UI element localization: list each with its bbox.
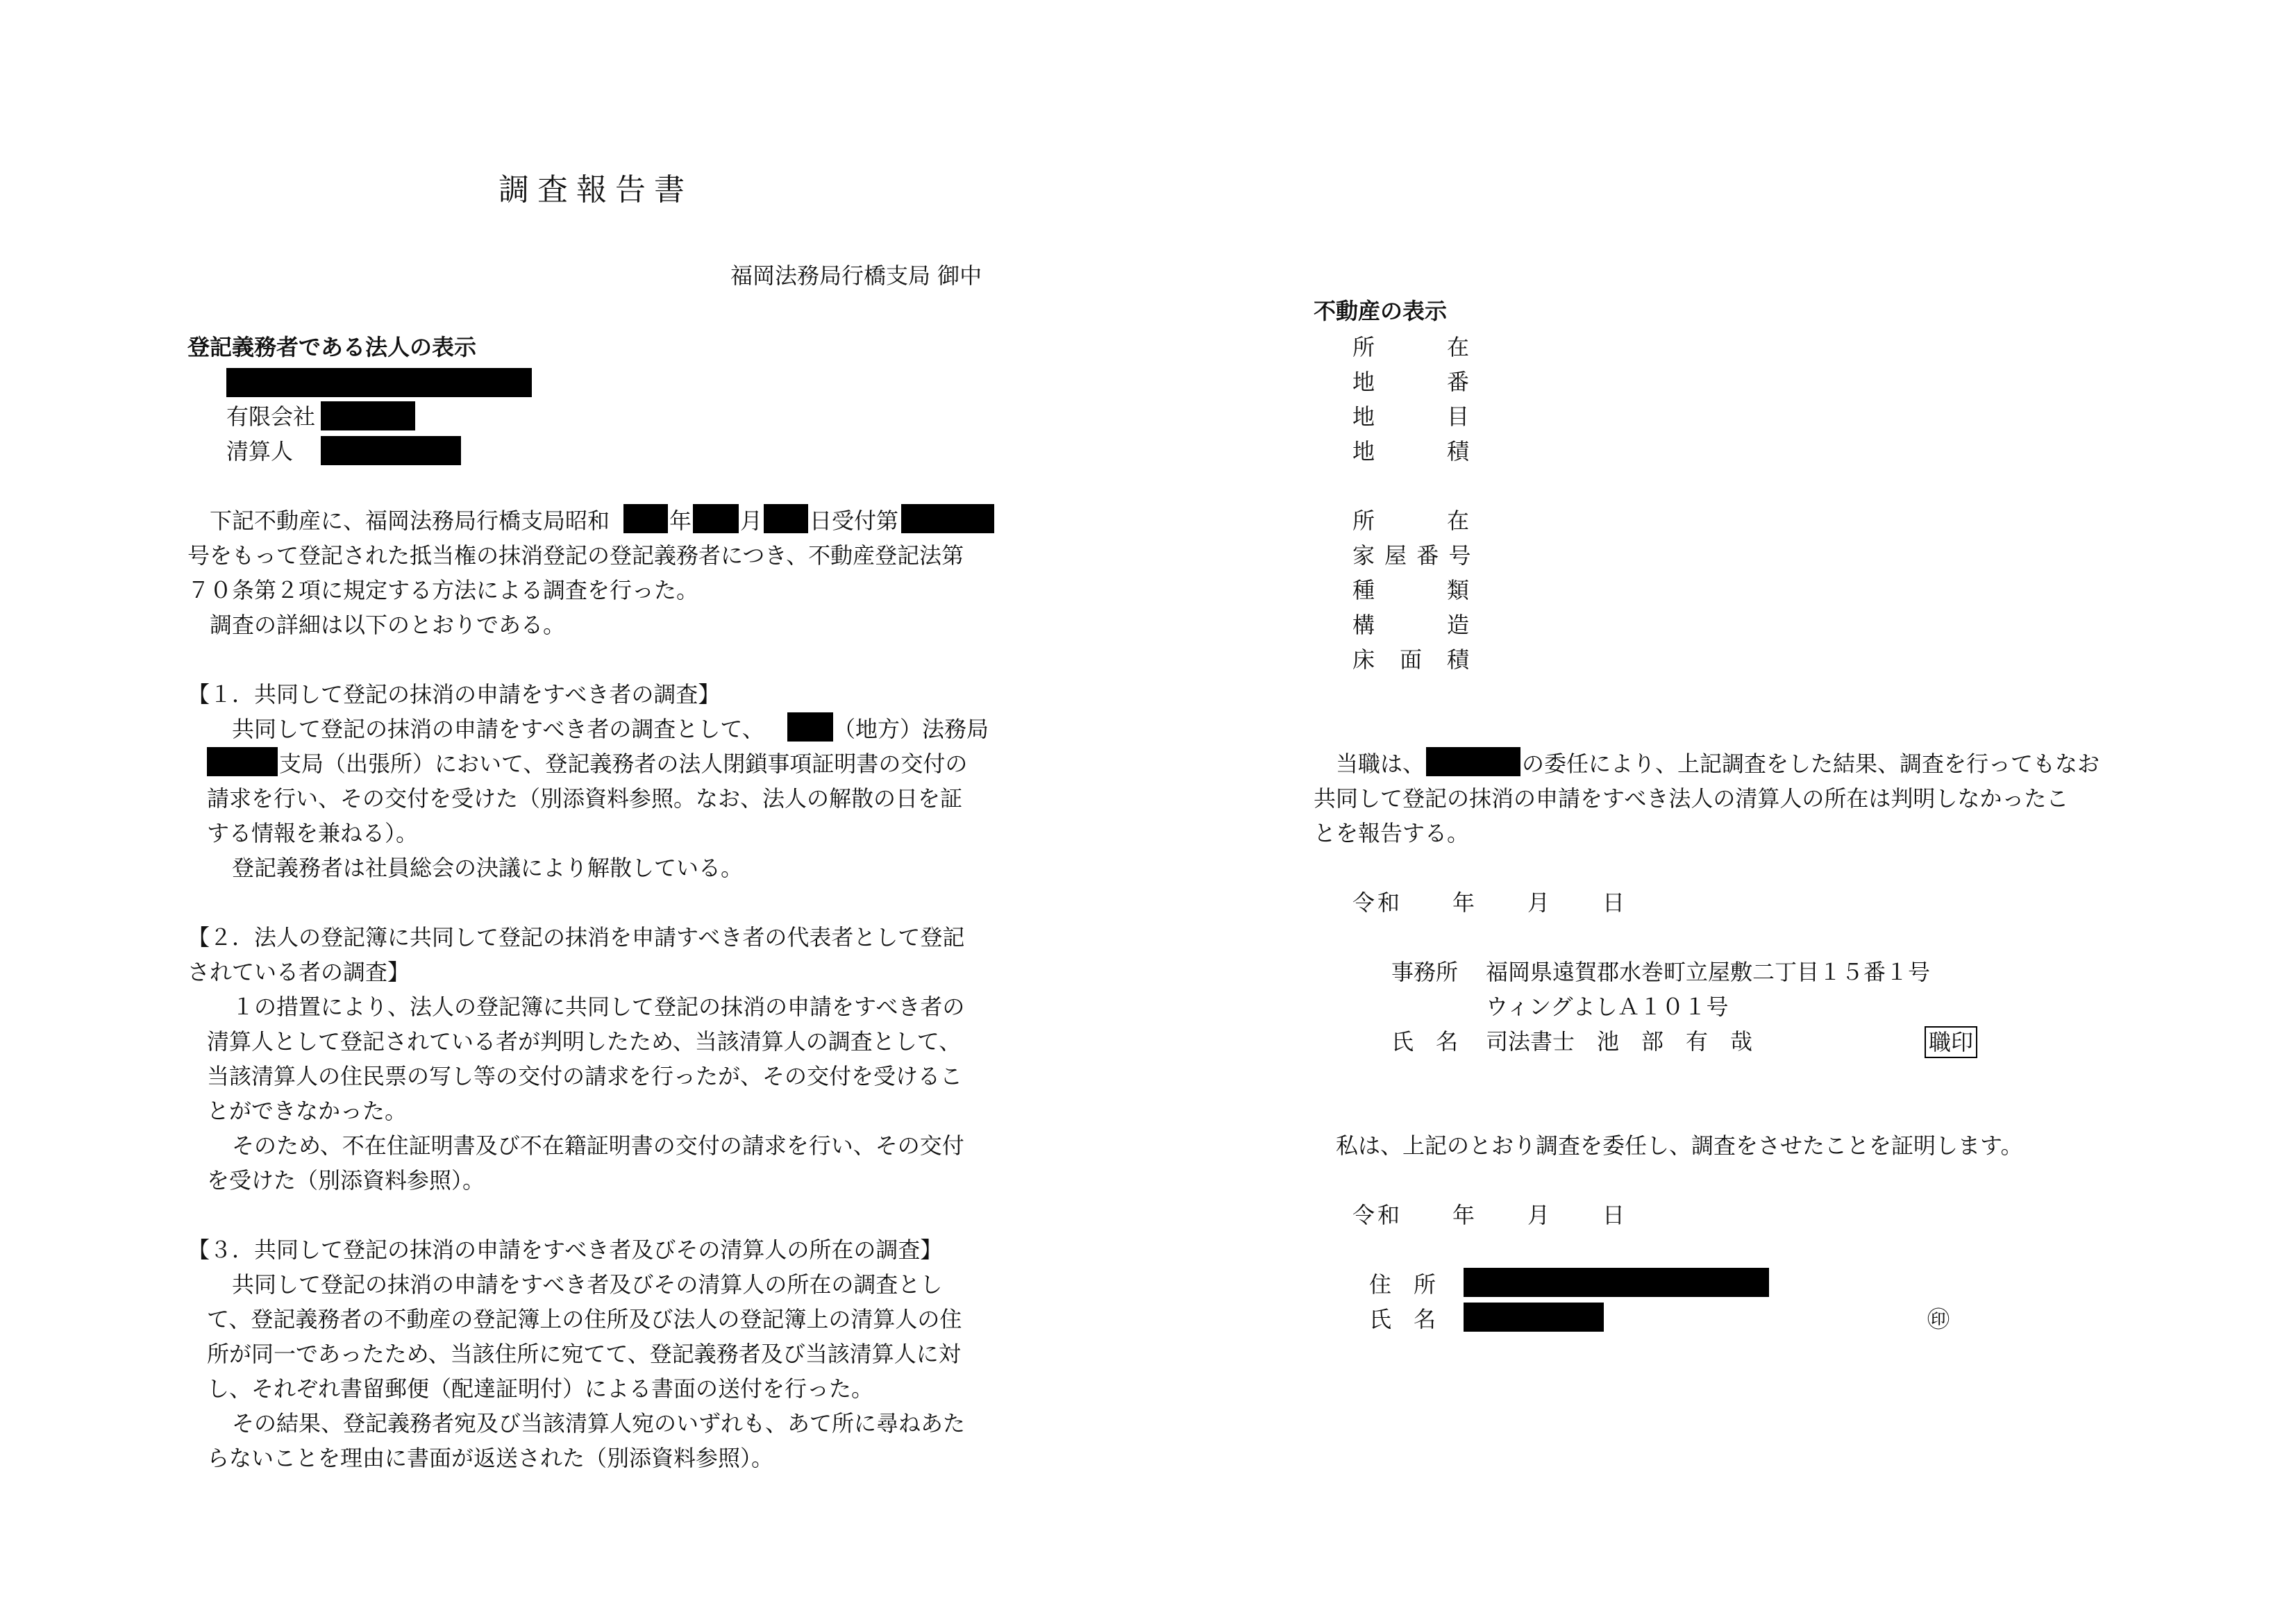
section-2-line-6: を受けた（別添資料参照）。 — [207, 1167, 485, 1194]
seal-mark: ㊞ — [1927, 1306, 1950, 1332]
redaction-client-signature-name — [1464, 1303, 1604, 1332]
redaction-month — [693, 504, 739, 533]
scrivener-name: 司法書士 池 部 有 哉 — [1486, 1028, 1753, 1055]
redaction-liquidator-name — [321, 436, 461, 465]
intro-line-1c: 月 — [740, 508, 763, 534]
redaction-client-address — [1464, 1268, 1769, 1297]
section-1-heading: 【１．共同して登記の抹消の申請をすべき者の調査】 — [187, 681, 721, 708]
section-1-line-2: 支局（出張所）において、登記義務者の法人閉鎖事項証明書の交付の — [279, 751, 968, 777]
section-2-heading-2: されている者の調査】 — [187, 959, 410, 985]
section-1-line-5: 登記義務者は社員総会の決議により解散している。 — [232, 855, 744, 881]
intro-line-2: 号をもって登記された抵当権の抹消登記の登記義務者につき、不動産登記法第 — [187, 542, 964, 569]
corp-heading: 登記義務者である法人の表示 — [187, 334, 477, 360]
redaction-branch-name — [207, 747, 278, 776]
section-3-line-4: し、それぞれ書留郵便（配達証明付）による書面の送付を行った。 — [207, 1375, 874, 1402]
section-2-line-4: とができなかった。 — [207, 1098, 408, 1124]
scrivener-name-label: 氏 名 — [1391, 1028, 1459, 1055]
redaction-receipt-number — [901, 504, 994, 533]
office-address-2: ウィングよしＡ１０１号 — [1486, 994, 1729, 1020]
building-label-house-number: 家 屋 番 号 — [1352, 542, 1473, 569]
redaction-bureau-name — [787, 712, 833, 742]
section-1-line-1a: 共同して登記の抹消の申請をすべき者の調査として、 — [232, 716, 764, 742]
land-label-category: 地 目 — [1352, 403, 1471, 430]
building-label-structure: 構 造 — [1352, 612, 1471, 638]
redaction-corp-name — [321, 401, 415, 430]
property-heading: 不動産の表示 — [1314, 298, 1448, 324]
certification-date: 令和 年 月 日 — [1352, 1202, 1628, 1228]
section-3-line-5: その結果、登記義務者宛及び当該清算人宛のいずれも、あて所に尋ねあた — [232, 1410, 966, 1437]
section-2-line-1: １の措置により、法人の登記簿に共同して登記の抹消の申請をすべき者の — [232, 994, 965, 1020]
section-3-line-2: て、登記義務者の不動産の登記簿上の住所及び法人の登記簿上の清算人の住 — [207, 1306, 962, 1332]
report-line-1b: の委任により、上記調査をした結果、調査を行ってもなお — [1522, 751, 2100, 777]
section-1-line-4: する情報を兼ねる）。 — [207, 820, 419, 846]
office-address-1: 福岡県遠賀郡水巻町立屋敷二丁目１５番１号 — [1486, 959, 1931, 985]
intro-line-3: ７０条第２項に規定する方法による調査を行った。 — [187, 577, 699, 603]
liquidator-label: 清算人 — [226, 438, 294, 464]
report-line-1a: 当職は、 — [1336, 751, 1425, 777]
section-2-line-5: そのため、不在住証明書及び不在籍証明書の交付の請求を行い、その交付 — [232, 1132, 964, 1159]
section-2-line-2: 清算人として登記されている者が判明したため、当該清算人の調査として、 — [207, 1028, 962, 1055]
section-3-line-3: 所が同一であったため、当該住所に宛てて、登記義務者及び当該清算人に対 — [207, 1341, 961, 1367]
section-3-line-6: らないことを理由に書面が返送された（別添資料参照）。 — [207, 1445, 774, 1471]
official-seal-box: 職印 — [1925, 1026, 1977, 1058]
corp-type-label: 有限会社 — [226, 403, 316, 430]
redaction-day — [764, 504, 808, 533]
redaction-corp-address — [226, 368, 532, 397]
intro-line-1b: 年 — [669, 508, 692, 534]
intro-line-4: 調査の詳細は以下のとおりである。 — [210, 612, 566, 638]
client-name-label: 氏 名 — [1369, 1306, 1436, 1332]
report-date: 令和 年 月 日 — [1352, 889, 1628, 916]
certification-text: 私は、上記のとおり調査を委任し、調査をさせたことを証明します。 — [1336, 1132, 2023, 1159]
redaction-client-name — [1426, 747, 1520, 776]
section-1-line-1b: （地方）法務局 — [833, 716, 989, 742]
section-2-line-3: 当該清算人の住民票の写し等の交付の請求を行ったが、その交付を受けるこ — [207, 1063, 963, 1089]
redaction-era-year — [623, 504, 668, 533]
land-label-location: 所 在 — [1352, 334, 1471, 360]
client-address-label: 住 所 — [1369, 1271, 1436, 1298]
building-label-location: 所 在 — [1352, 508, 1471, 534]
building-label-floor-area: 床 面 積 — [1352, 646, 1471, 673]
building-label-type: 種 類 — [1352, 577, 1471, 603]
land-label-lot-number: 地 番 — [1352, 369, 1471, 395]
section-3-line-1: 共同して登記の抹消の申請をすべき者及びその清算人の所在の調査とし — [232, 1271, 943, 1298]
office-label: 事務所 — [1391, 959, 1459, 985]
section-1-line-3: 請求を行い、その交付を受けた（別添資料参照。なお、法人の解散の日を証 — [207, 785, 963, 812]
section-3-heading: 【３．共同して登記の抹消の申請をすべき者及びその清算人の所在の調査】 — [187, 1237, 943, 1263]
report-line-2: 共同して登記の抹消の申請をすべき法人の清算人の所在は判明しなかったこ — [1314, 785, 2069, 812]
intro-line-1d: 日受付第 — [810, 508, 899, 534]
section-2-heading-1: 【２．法人の登記簿に共同して登記の抹消を申請すべき者の代表者として登記 — [187, 924, 965, 951]
report-line-3: とを報告する。 — [1314, 820, 1470, 846]
addressee: 福岡法務局行橋支局 御中 — [730, 262, 982, 289]
document-title: 調査報告書 — [498, 172, 693, 208]
intro-line-1a: 下記不動産に、福岡法務局行橋支局昭和 — [210, 508, 610, 534]
land-label-area: 地 積 — [1352, 438, 1471, 464]
